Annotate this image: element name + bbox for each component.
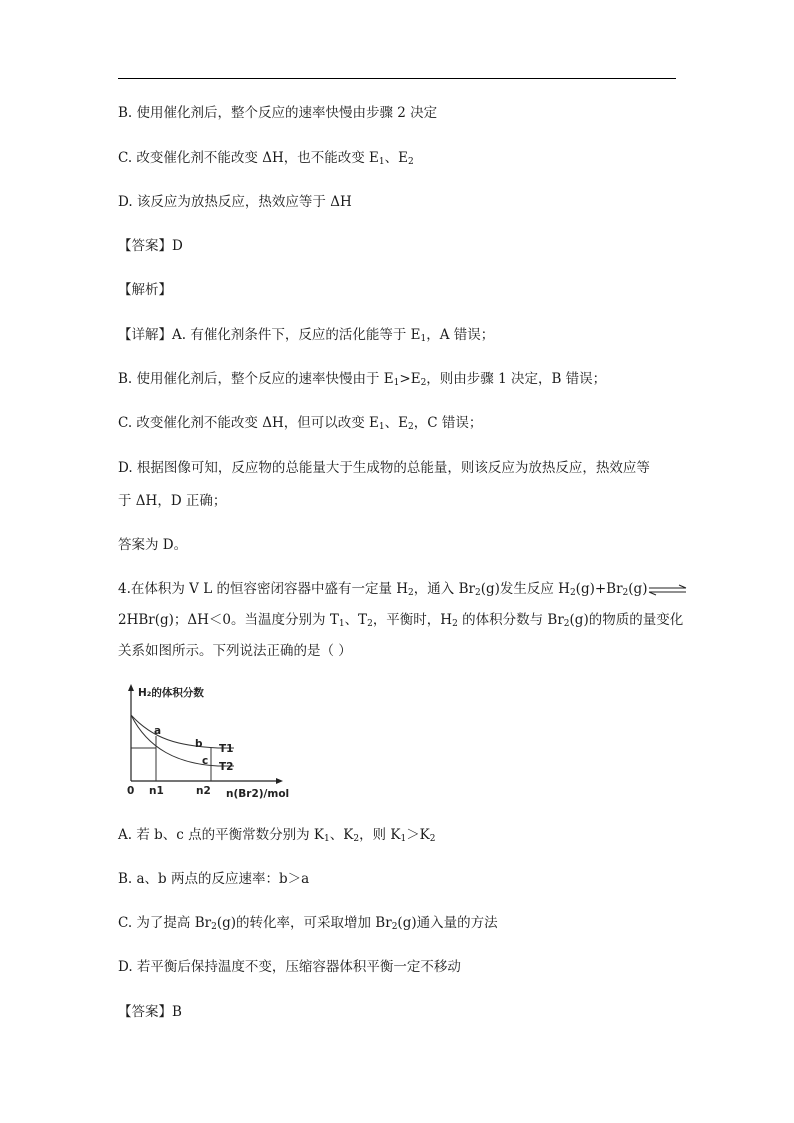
header-rule — [118, 78, 676, 79]
point-label-c: c — [202, 755, 209, 767]
equilibrium-arrow-icon — [648, 584, 688, 596]
question4-line3: 关系如图所示。下列说法正确的是（ ） — [118, 643, 352, 659]
option-d-prev: D. 该反应为放热反应，热效应等于 ΔH — [118, 194, 352, 210]
detail-b: B. 使用催化剂后，整个反应的速率快慢由于 $E_1>E_2$，则由步骤 1 决定，B 错误； — [118, 371, 607, 388]
tick-label-n1: n1 — [149, 785, 164, 797]
legend-label-t2: T2 — [219, 761, 234, 773]
option-c-prev: C. 改变催化剂不能改变 ΔH，也不能改变 $E_1$、$E_2$ — [118, 150, 414, 167]
answer-label: 【答案】D — [118, 238, 183, 254]
analysis-heading: 【解析】 — [118, 282, 172, 298]
detail-d-line2: 于 ΔH，D 正确； — [118, 493, 227, 509]
detail-a: 【详解】A. 有催化剂条件下，反应的活化能等于 $E_1$，A 错误； — [118, 327, 495, 344]
detail-d-line1: D. 根据图像可知，反应物的总能量大于生成物的总能量，则该反应为放热反应，热效应等 — [118, 460, 650, 476]
question4-line1: 4.在体积为 V L 的恒容密闭容器中盛有一定量 $H_2$，通入 $Br_2(g)$发生反应 $H_2(g)+Br_2(g)$ — [118, 580, 689, 598]
question4-line2: 2HBr(g)；ΔH＜0。当温度分别为 $T_1$、$T_2$，平衡时，$H_2$ 的体积分数与 $Br_2(g)$的物质的量变化 — [118, 612, 684, 629]
x-axis-label: n(Br2)/mol — [226, 788, 290, 800]
q4-option-a: A. 若 b、c 点的平衡常数分别为 $K_1$、$K_2$，则 $K_1>K_2$ — [118, 827, 436, 844]
answer-label-2: 【答案】B — [118, 1004, 182, 1020]
legend-label-t1: T1 — [219, 743, 234, 755]
x-axis-arrow-icon — [276, 778, 283, 784]
q4-option-d: D. 若平衡后保持温度不变，压缩容器体积平衡一定不移动 — [118, 959, 461, 975]
y-axis-label: H₂的体积分数 — [138, 687, 204, 699]
y-axis-arrow-icon — [128, 684, 134, 691]
point-label-b: b — [195, 738, 203, 750]
q4-option-b: B. a、b 两点的反应速率：b＞a — [118, 871, 310, 887]
detail-c: C. 改变催化剂不能改变 ΔH，但可以改变 $E_1$、$E_2$，C 错误； — [118, 415, 483, 432]
q4-option-c: C. 为了提高 $Br_2(g)$的转化率，可采取增加 $Br_2(g)$通入量的方法 — [118, 915, 498, 932]
point-label-a: a — [154, 725, 162, 737]
origin-label: 0 — [127, 785, 135, 797]
equilibrium-graph — [118, 684, 293, 802]
conclusion: 答案为 D。 — [118, 537, 188, 553]
tick-label-n2: n2 — [196, 785, 211, 797]
option-b-prev: B. 使用催化剂后，整个反应的速率快慢由步骤 2 决定 — [118, 105, 438, 121]
series-line-t2 — [131, 715, 234, 766]
